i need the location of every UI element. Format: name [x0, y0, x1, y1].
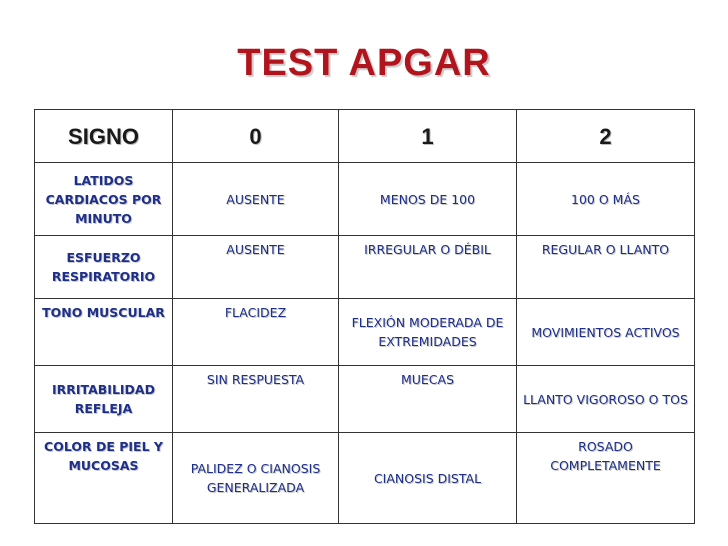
score-0-cell: SIN RESPUESTA — [173, 366, 339, 433]
header-score-1: 1 — [339, 110, 517, 163]
sign-cell: IRRITABILIDAD REFLEJA — [35, 366, 173, 433]
table-row — [35, 163, 695, 236]
score-0-cell: AUSENTE — [173, 236, 339, 299]
header-row — [35, 110, 695, 163]
sign-cell: COLOR DE PIEL Y MUCOSAS — [35, 433, 173, 524]
sign-cell: ESFUERZO RESPIRATORIO — [35, 236, 173, 299]
sign-cell: LATIDOS CARDIACOS POR MINUTO — [35, 163, 173, 236]
score-0-cell: AUSENTE — [173, 163, 339, 236]
score-0-cell: PALIDEZ O CIANOSIS GENERALIZADA — [173, 433, 339, 524]
table-row — [35, 236, 695, 299]
score-1-cell: FLEXIÓN MODERADA DE EXTREMIDADES — [339, 299, 517, 366]
table-row — [35, 299, 695, 366]
score-2-cell: REGULAR O LLANTO — [517, 236, 695, 299]
header-score-0: 0 — [173, 110, 339, 163]
table-row — [35, 433, 695, 524]
score-1-cell: MUECAS — [339, 366, 517, 433]
score-2-cell: MOVIMIENTOS ACTIVOS — [517, 299, 695, 366]
header-sign: SIGNO — [35, 110, 173, 163]
score-1-cell: CIANOSIS DISTAL — [339, 433, 517, 524]
apgar-table — [34, 109, 695, 524]
score-0-cell: FLACIDEZ — [173, 299, 339, 366]
score-1-cell: MENOS DE 100 — [339, 163, 517, 236]
score-2-cell: ROSADO COMPLETAMENTE — [517, 433, 695, 524]
sign-cell: TONO MUSCULAR — [35, 299, 173, 366]
score-2-cell: LLANTO VIGOROSO O TOS — [517, 366, 695, 433]
slide-title: TEST APGAR — [237, 42, 491, 84]
table-row — [35, 366, 695, 433]
score-2-cell: 100 O MÁS — [517, 163, 695, 236]
score-1-cell: IRREGULAR O DÉBIL — [339, 236, 517, 299]
header-score-2: 2 — [517, 110, 695, 163]
